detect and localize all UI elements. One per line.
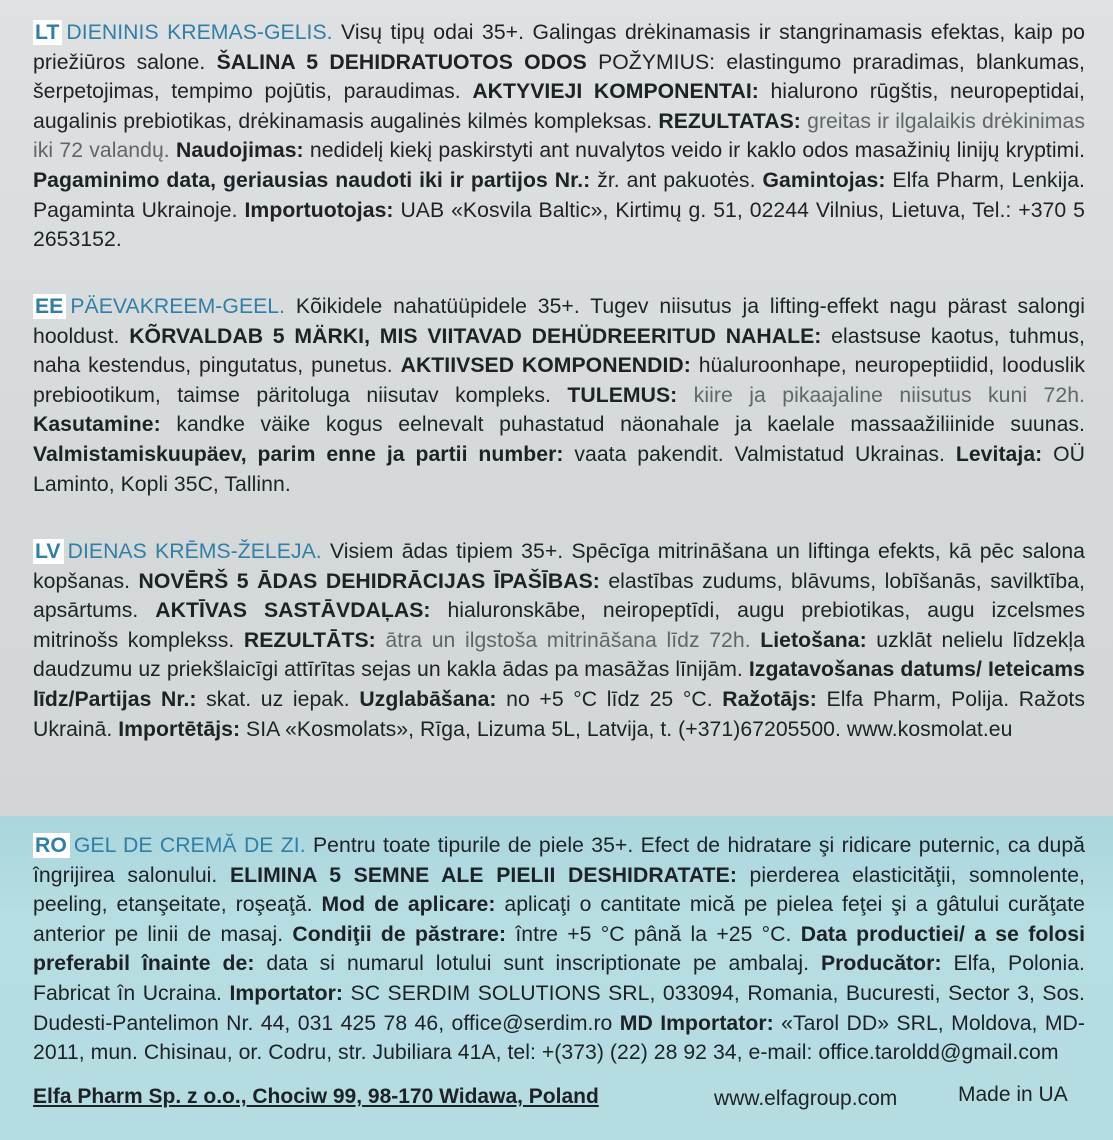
bold-lv-8: Importētājs: (118, 717, 241, 741)
text-ro-8: «Tarol DD» SRL, Moldova, MD-2011, mun. Chisinau, or. Codru, str. Jubiliara 41A, tel: +(373) (22) 28 92 34, e-mail: office.taroldd@gmail.com (33, 1011, 1086, 1065)
bold-ro-1: ELIMINA 5 SEMNE ALE PIELII DESHIDRATATE: (229, 863, 737, 887)
language-code-ro: RO (33, 833, 70, 858)
text-ee-6: vaata pakendit. Valmistatud Ukrainas. (563, 442, 956, 466)
text-lv-5: uzklāt nelielu līdzekļa daudzumu uz priekšlaicīgi attīrītas sejas un kakla ādas pa masāžas līnijām. (33, 628, 1085, 682)
bold-lt-5: Pagaminimo data, geriausias naudoti iki ir partijos Nr.: (33, 168, 591, 192)
text-ro-5: data si numarul lotului sunt inscriptionate pe ambalaj. (254, 952, 821, 976)
text-ee-3: hüaluroonhape, neuropeptiidid, looduslik prebiootikum, taimse päritoluga niisutav kompleks. (33, 354, 1086, 407)
text-ee-1: Kõikidele nahatüüpidele 35+. Tugev niisutus ja lifting-effekt nagu pärast salongi hooldust. (33, 295, 1085, 348)
bold-ro-2: Mod de aplicare: (321, 893, 496, 917)
bold-lv-6: Uzglabāšana: (359, 687, 497, 711)
bold-ro-7: MD Importator: (619, 1011, 774, 1035)
bold-lt-6: Gamintojas: (762, 168, 886, 192)
bold-lv-2: AKTĪVAS SASTĀVDAĻAS: (155, 599, 431, 623)
text-ro-1: Pentru toate tipurile de piele 35+. Efect de hidratare şi ridicare puternic, ca după îngrijirea salonului. (33, 834, 1085, 887)
light-lt-1: greitas ir ilgalaikis drėkinimas iki 72 valandų. (33, 109, 1085, 163)
bold-lt-2: AKTYVIEJI KOMPONENTAI: (472, 80, 759, 104)
section-estonian (33, 292, 1085, 499)
text-ee-7: OÜ Laminto, Kopli 35C, Tallinn. (33, 442, 1085, 496)
bold-lv-1: NOVĒRŠ 5 ĀDAS DEHIDRĀCIJAS ĪPAŠĪBAS: (138, 569, 600, 593)
text-lt-6: žr. ant pakuotės. (590, 168, 763, 192)
text-lv-4 (751, 629, 761, 652)
bold-ee-3: TULEMUS: (567, 383, 678, 407)
text-lv-2: elastības zudums, blāvums, lobīšanās, savilktība, apsārtums. (33, 569, 1085, 623)
light-ee-1: kiire ja pikaajaline niisutus kuni 72h. (677, 383, 1085, 407)
text-lt-5: nedidelį kiekį paskirstyti ant nuvalytos veido ir kaklo odos masažinių linijų kryptimi. (303, 139, 1086, 163)
text-lv-6: skat. uz iepak. (196, 687, 360, 711)
text-lt-3: hialurono rūgštis, neuropeptidai, augalinis prebiotikas, drėkinamasis augalinės kilmės kompleksas. (33, 80, 1085, 133)
text-lv-8: Elfa Pharm, Polija. Ražots Ukrainā. (33, 687, 1085, 741)
language-code-ee: EE (33, 294, 66, 319)
bold-ee-6: Levitaja: (955, 442, 1043, 466)
product-heading-lv: DIENAS KRĒMS-ŽELEJA. (67, 540, 322, 563)
text-ro-4: între +5 °C până la +25 °C. (506, 922, 801, 946)
bold-lt-7: Importuotojas: (244, 198, 394, 222)
text-ro-3: aplicaţi o cantitate mică pe pielea feţei şi a gâtului curăţate anterior pe linii de masaj. (33, 893, 1085, 946)
bold-lv-3: REZULTĀTS: (243, 628, 376, 652)
text-lt-1: Visų tipų odai 35+. Galingas drėkinamasis ir stangrinamasis efektas, kaip po priežiūros salone. (33, 21, 1085, 74)
bold-ro-4: Data productiei/ a se folosi preferabil înainte de: (33, 922, 1086, 976)
language-code-lv: LV (33, 539, 64, 564)
bold-ee-5: Valmistamiskuupäev, parim enne ja partii number: (33, 442, 564, 466)
footer-made-in: Made in UA (958, 1083, 1068, 1106)
text-lv-9: SIA «Kosmolats», Rīga, Lizuma 5L, Latvija, t. (+371)67205500. www.kosmolat.eu (240, 717, 1013, 741)
text-ee-2: elastsuse kaotus, tuhmus, naha kestendus, pingutatus, punetus. (33, 324, 1085, 378)
bold-lv-4: Lietošana: (760, 628, 867, 652)
bold-lt-1: ŠALINA 5 DEHIDRATUOTOS ODOS (216, 50, 587, 74)
bold-lt-3: REZULTATAS: (658, 109, 801, 133)
language-code-lt: LT (33, 20, 62, 45)
text-lt-2: POŽYMIUS: elastingumo praradimas, blankumas, šerpetojimas, tempimo pojūtis, paraudimas. (33, 50, 1085, 104)
footer-website: www.elfagroup.com (714, 1087, 898, 1110)
text-ee-5: kandke väike kogus eelnevalt puhastatud näonahale ja kaelale massaažiliinide suunas. (160, 413, 1085, 437)
footer-manufacturer-address: Elfa Pharm Sp. z o.o., Chociw 99, 98-170 Widawa, Poland (33, 1085, 599, 1108)
bold-ro-5: Producător: (820, 952, 942, 976)
text-ro-2: pierderea elasticităţii, somnolente, peeling, etanşeitate, roşeaţă. (33, 863, 1085, 917)
text-lt-7: Elfa Pharm, Lenkija. Pagaminta Ukrainoje. (33, 168, 1085, 222)
bold-ee-2: AKTIIVSED KOMPONENDID: (400, 354, 691, 378)
text-ro-6: Elfa, Polonia. Fabricat în Ucraina. (33, 952, 1085, 1005)
bold-lv-5: Izgatavošanas datums/ Ieteicams līdz/Partijas Nr.: (33, 658, 1085, 711)
section-lithuanian (33, 18, 1085, 255)
product-heading-ee: PÄEVAKREEM-GEEL. (70, 295, 286, 318)
text-lv-7: no +5 °C līdz 25 °C. (496, 687, 723, 711)
light-lv-1: ātra un ilgstoša mitrināšana līdz 72h. (375, 628, 751, 652)
bold-ro-3: Condiţii de păstrare: (292, 922, 507, 946)
bold-ee-1: KÕRVALDAB 5 MÄRKI, MIS VIITAVAD DEHÜDREERITUD NAHALE: (129, 324, 822, 348)
product-heading-ro: GEL DE CREMĂ DE ZI. (73, 834, 306, 857)
text-lv-1: Visiem ādas tipiem 35+. Spēcīga mitrināšana un liftinga efekts, kā pēc salona kopšanas. (33, 540, 1085, 593)
bold-lt-4: Naudojimas: (175, 139, 304, 163)
bold-ro-6: Importator: (229, 981, 344, 1005)
text-lt-8: UAB «Kosvila Baltic», Kirtimų g. 51, 02244 Vilnius, Lietuva, Tel.: +370 5 2653152. (33, 198, 1085, 252)
text-lv-3: hialuronskābe, neiropeptīdi, augu prebiotikas, augu izcelsmes mitrinošs komplekss. (33, 599, 1085, 652)
bold-ee-4: Kasutamine: (33, 413, 161, 437)
section-romanian (33, 831, 1085, 1068)
text-ro-7: SC SERDIM SOLUTIONS SRL, 033094, Romania, Bucuresti, Sector 3, Sos. Dudesti-Pantelimon Nr. 44, 031 425 78 46, office@serdim.ro (33, 981, 1085, 1035)
product-heading-lt: DIENINIS KREMAS-GELIS. (66, 21, 333, 44)
bold-lv-7: Ražotājs: (722, 687, 817, 711)
section-latvian (33, 537, 1085, 744)
